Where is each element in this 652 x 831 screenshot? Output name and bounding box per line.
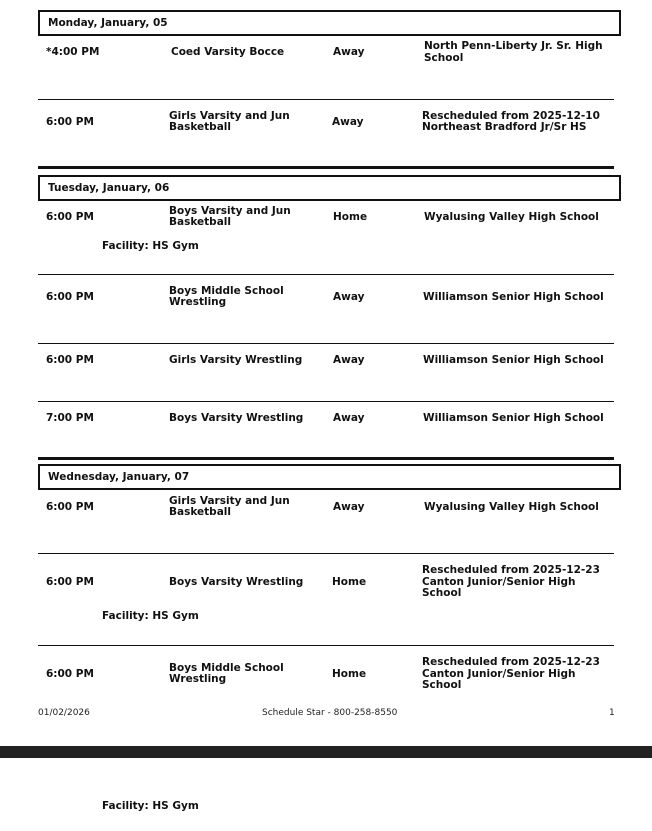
event-facility: Facility: HS Gym xyxy=(102,240,199,252)
row-divider xyxy=(38,343,614,344)
event-opponent: Rescheduled from 2025-12-23 xyxy=(422,656,600,668)
event-time: *4:00 PM xyxy=(46,46,100,58)
event-sport: Wrestling xyxy=(169,673,227,685)
event-opponent: School xyxy=(422,587,462,599)
event-sport: Wrestling xyxy=(169,296,227,308)
event-time: 7:00 PM xyxy=(46,412,94,424)
event-sport: Boys Varsity and Jun xyxy=(169,205,291,217)
event-time: 6:00 PM xyxy=(46,668,94,680)
event-location: Away xyxy=(333,46,365,58)
event-location: Away xyxy=(332,116,364,128)
event-sport: Girls Varsity and Jun xyxy=(169,110,290,122)
event-location: Away xyxy=(333,501,365,513)
event-opponent: Rescheduled from 2025-12-23 xyxy=(422,564,600,576)
day-divider xyxy=(38,457,614,460)
day-header-monday: Monday, January, 05 xyxy=(38,10,621,36)
event-location: Away xyxy=(333,291,365,303)
event-opponent: Canton Junior/Senior High xyxy=(422,668,576,680)
event-opponent: Williamson Senior High School xyxy=(423,412,604,424)
event-sport: Girls Varsity and Jun xyxy=(169,495,290,507)
day-divider xyxy=(38,166,614,169)
event-opponent: Rescheduled from 2025-12-10 xyxy=(422,110,600,122)
event-sport: Basketball xyxy=(169,216,231,228)
row-divider xyxy=(38,553,614,554)
footer-date: 01/02/2026 xyxy=(38,708,90,718)
event-opponent: Wyalusing Valley High School xyxy=(424,501,599,513)
event-location: Away xyxy=(333,412,365,424)
event-sport: Coed Varsity Bocce xyxy=(171,46,285,58)
footer-page-number: 1 xyxy=(609,708,615,718)
event-opponent: School xyxy=(424,52,464,64)
footer-center: Schedule Star - 800-258-8550 xyxy=(262,708,398,718)
row-divider xyxy=(38,274,614,275)
event-time: 6:00 PM xyxy=(46,291,94,303)
event-location: Home xyxy=(333,211,368,223)
event-facility: Facility: HS Gym xyxy=(102,610,199,622)
event-location: Home xyxy=(332,576,367,588)
event-facility: Facility: HS Gym xyxy=(102,800,199,812)
event-opponent: Northeast Bradford Jr/Sr HS xyxy=(422,121,587,133)
event-sport: Boys Middle School xyxy=(169,285,284,297)
event-time: 6:00 PM xyxy=(46,501,94,513)
event-opponent: Canton Junior/Senior High xyxy=(422,576,576,588)
event-opponent: North Penn-Liberty Jr. Sr. High xyxy=(424,40,603,52)
event-sport: Basketball xyxy=(169,506,231,518)
event-location: Home xyxy=(332,668,367,680)
event-opponent: School xyxy=(422,679,462,691)
event-opponent: Wyalusing Valley High School xyxy=(424,211,599,223)
event-time: 6:00 PM xyxy=(46,211,94,223)
event-sport: Boys Middle School xyxy=(169,662,284,674)
row-divider xyxy=(38,401,614,402)
event-time: 6:00 PM xyxy=(46,576,94,588)
event-time: 6:00 PM xyxy=(46,116,94,128)
page-break-separator xyxy=(0,746,652,758)
row-divider xyxy=(38,645,614,646)
day-header-wednesday: Wednesday, January, 07 xyxy=(38,464,621,490)
event-opponent: Williamson Senior High School xyxy=(423,291,604,303)
event-opponent: Williamson Senior High School xyxy=(423,354,604,366)
event-sport: Basketball xyxy=(169,121,231,133)
event-sport: Boys Varsity Wrestling xyxy=(169,576,304,588)
row-divider xyxy=(38,99,614,100)
day-header-tuesday: Tuesday, January, 06 xyxy=(38,175,621,201)
event-sport: Girls Varsity Wrestling xyxy=(169,354,303,366)
event-sport: Boys Varsity Wrestling xyxy=(169,412,304,424)
event-location: Away xyxy=(333,354,365,366)
event-time: 6:00 PM xyxy=(46,354,94,366)
